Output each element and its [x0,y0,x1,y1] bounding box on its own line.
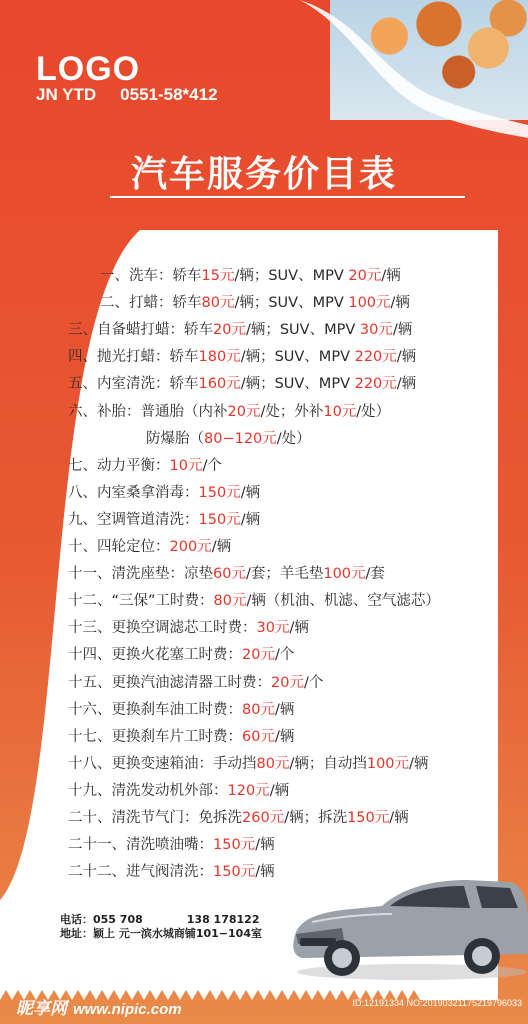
price-text: 九、空调管道清洗： [68,512,199,528]
price-text: /辆 [390,295,410,311]
address-text: 颖上 元一滨水城商铺101−104室 [93,927,262,940]
price-text: 十四、更换火花塞工时费： [68,647,242,663]
price-text: /处） [356,404,391,420]
footer-watermark [16,994,182,1019]
price-value: 60元 [242,729,275,745]
price-text: /辆 [274,729,295,745]
price-item [68,319,412,341]
price-value: 20元 [242,647,275,663]
site-name: 昵享网 [16,999,67,1019]
logo-text: LOGO [36,50,141,88]
price-text: 五、内室清洗：轿车 [68,376,199,392]
price-text: 二十、清洗节气门：免拆洗 [68,810,242,826]
image-id: ID:12191334 NO:20190321175219796033 [352,998,522,1008]
price-value: 20元 [348,268,382,284]
price-text: /辆 [392,322,413,338]
price-text: 十八、更换变速箱油：手动挡 [68,756,257,772]
page-title: 汽车服务价目表 [130,154,397,195]
price-text: /辆；自动挡 [289,756,367,772]
price-value: 20元 [213,322,246,338]
price-item [68,699,294,721]
price-text: 十二、“三保”工时费： [68,593,214,609]
price-value: 30元 [359,322,393,338]
price-text: /辆 [240,512,261,528]
price-value: 180元 [198,349,241,365]
price-value: 160元 [198,376,241,392]
header-phone: 0551-58*412 [120,85,218,104]
price-text: /辆；拆洗 [284,810,348,826]
site-url: www.nipic.com [73,1001,182,1018]
price-value: 30元 [256,620,290,636]
contact-address-line [60,927,262,941]
price-item [68,455,222,477]
price-text: /辆 [396,349,417,365]
price-item [100,292,410,314]
price-text: /辆（机油、机滤、空气滤芯） [246,593,440,609]
price-text: /个 [202,458,222,474]
price-item [68,753,428,775]
price-text: 一、洗车：轿车 [100,268,202,284]
contact-info [60,913,262,941]
price-value: 10元 [169,458,203,474]
price-text: /辆；SUV、MPV [234,295,349,311]
price-text: /辆；SUV、MPV [245,322,360,338]
price-value: 80元 [242,702,275,718]
price-text: /辆 [389,810,409,826]
price-item [68,726,294,748]
price-item [68,536,231,558]
price-value: 220元 [354,376,397,392]
price-item [68,861,275,883]
price-text: /个 [303,675,324,691]
price-text: /辆 [269,783,290,799]
price-text: /辆 [409,756,429,772]
price-item [68,644,294,666]
price-value: 80元 [201,295,235,311]
price-item [68,807,409,829]
price-item [68,509,260,531]
price-text: /辆 [289,620,309,636]
price-item [68,590,440,612]
phone-number-2: 138 178122 [186,913,260,926]
price-text: /个 [274,647,295,663]
price-text: /辆 [255,864,275,880]
price-text: 十九、清洗发动机外部： [68,783,228,799]
price-value: 220元 [354,349,397,365]
price-item [68,563,385,585]
price-text: /辆 [211,539,232,555]
price-item [68,617,309,639]
price-text: /辆 [274,702,295,718]
price-text: 防爆胎（ [146,431,204,447]
price-text: /套 [365,566,385,582]
price-value: 20元 [271,675,304,691]
price-value: 150元 [198,512,241,528]
price-value: 100元 [366,756,410,772]
phone-number-1: 055 708 [93,913,143,926]
price-text: 十六、更换刹车油工时费： [68,702,242,718]
price-text: 八、内室桑拿消毒： [68,485,199,501]
price-value: 60元 [213,566,246,582]
price-text: /辆 [240,485,261,501]
price-item [146,428,311,450]
company-line [36,85,218,105]
title-divider [110,196,465,198]
price-value: 200元 [169,539,212,555]
price-text: 十三、更换空调滤芯工时费： [68,620,257,636]
price-value: 100元 [348,295,391,311]
contact-phone-line [60,913,262,927]
price-value: 10元 [323,404,357,420]
price-value: 80−120元 [204,431,277,447]
price-text: 二十一、清洗喷油嘴： [68,837,213,853]
price-value: 80元 [213,593,247,609]
price-item [68,346,416,368]
price-text: /辆 [396,376,417,392]
price-item [100,265,401,287]
price-text: 七、动力平衡： [68,458,170,474]
company-name: JN YTD [36,85,97,104]
price-text: /辆；SUV、MPV [240,349,355,365]
price-text: /处） [276,431,311,447]
price-text: 十五、更换汽油滤清器工时费： [68,675,271,691]
price-text: /辆 [255,837,275,853]
price-text: 十一、清洗座垫：凉垫 [68,566,213,582]
price-text: /辆 [381,268,401,284]
price-value: 150元 [213,837,256,853]
price-text: /辆；SUV、MPV [240,376,355,392]
price-value: 80元 [256,756,290,772]
price-item [68,672,323,694]
price-text: 三、自备蜡打蜡：轿车 [68,322,213,338]
price-item [68,482,260,504]
price-item [68,834,275,856]
price-text: 二十二、进气阀清洗： [68,864,213,880]
price-text: 六、补胎：普通胎（内补 [68,404,228,420]
price-value: 150元 [198,485,241,501]
price-text: 十七、更换刹车片工时费： [68,729,242,745]
price-text: /套；羊毛垫 [245,566,324,582]
price-text: /处；外补 [260,404,324,420]
price-value: 150元 [347,810,390,826]
price-item [68,780,289,802]
price-text: /辆；SUV、MPV [234,268,349,284]
price-text: 二、打蜡：轿车 [100,295,202,311]
car-photo [282,862,528,982]
price-item [68,401,390,423]
phone-label: 电话： [60,913,93,926]
price-text: 四、抛光打蜡：轿车 [68,349,199,365]
price-value: 20元 [227,404,261,420]
address-label: 地址： [60,927,93,940]
price-value: 260元 [242,810,285,826]
price-value: 120元 [227,783,270,799]
price-value: 100元 [323,566,366,582]
price-value: 150元 [213,864,256,880]
price-text: 十、四轮定位： [68,539,170,555]
price-item [68,373,416,395]
price-value: 15元 [201,268,235,284]
